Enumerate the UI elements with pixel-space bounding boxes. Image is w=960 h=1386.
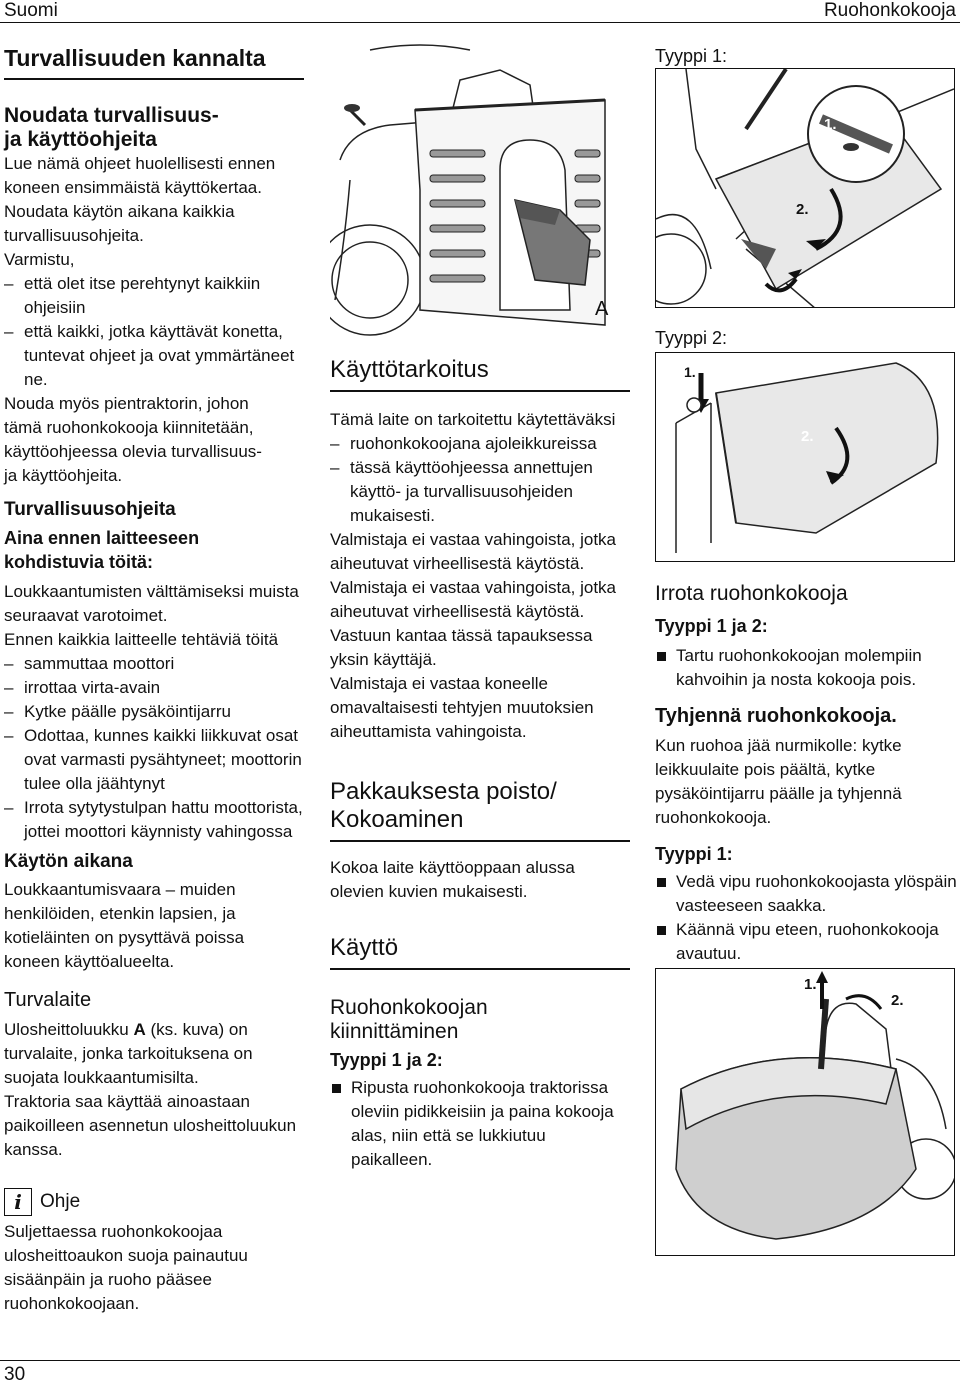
bullet-square-icon bbox=[657, 878, 666, 887]
fig2-title-wrap bbox=[655, 326, 957, 350]
sec3-para: Loukkaantumisvaara – muiden henkilöiden, etenkin lapsien, ja kotieläinten on pysyttävä poissa koneen käyttöalueelta. bbox=[4, 880, 245, 971]
sec1-para4-line3: käyttöohjeessa olevia turvallisuus- bbox=[4, 442, 262, 461]
list-item bbox=[330, 1076, 630, 1172]
use-rule bbox=[330, 968, 630, 970]
bullet-square-icon bbox=[657, 926, 666, 935]
discharge-guard-illustration bbox=[330, 40, 628, 340]
purpose-para1: Tämä laite on tarkoitettu käytettäväksi bbox=[330, 410, 616, 429]
list-item: – että kaikki, jotka käyttävät konetta, tuntevat ohjeet ja ovat ymmärtäneet ne. bbox=[4, 320, 304, 392]
list-item: – ruohonkokoojana ajoleikkureissa bbox=[330, 432, 630, 456]
note-para: Suljettaessa ruohonkokoojaa ulosheittoaukon suoja painautuu sisäänpäin ja ruoho pääsee ruohonkokoojaan. bbox=[4, 1222, 248, 1313]
list-item-text: Ripusta ruohonkokooja traktorissa oleviin pidikkeisiin ja paina kokooja alas, niin että se lukkiutuu paikalleen. bbox=[351, 1078, 614, 1169]
purpose-para3: Vastuun kantaa tässä tapauksessa yksin käyttäjä. bbox=[330, 626, 593, 669]
purpose-para2: Valmistaja ei vastaa vahingoista, jotka aiheutuvat virheellisestä käytöstä. Valmistaja ei vastaa vahingoista, jotka aiheutuvat virheellisestä käytöstä. bbox=[330, 530, 617, 621]
fig2-title: Tyyppi 2: bbox=[655, 328, 728, 348]
figure-empty-collector bbox=[655, 968, 955, 1256]
figure-type2-remove bbox=[655, 352, 955, 562]
fig3-step1: 1. bbox=[804, 976, 817, 993]
bullet-square-icon bbox=[657, 652, 666, 661]
list-item: – tässä käyttöohjeessa annettujen käyttö- ja turvallisuusohjeiden mukaisesti. bbox=[330, 456, 630, 528]
sec1-head-line2: ja käyttöohjeita bbox=[4, 128, 157, 151]
assembly-rule bbox=[330, 840, 630, 842]
page-number: 30 bbox=[4, 1364, 26, 1385]
title-rule bbox=[4, 78, 304, 80]
list-item: – sammuttaa moottori bbox=[4, 652, 304, 676]
list-item: – että olet itse perehtynyt kaikkiin ohjeisiin bbox=[4, 272, 304, 320]
column-right-text bbox=[655, 580, 957, 966]
list-item-text: Odottaa, kunnes kaikki liikkuvat osat ovat varmasti pysähtyneet; moottorin tulee olla jäähtynyt bbox=[24, 726, 302, 793]
sec1-para4-line4: ja käyttöohjeita. bbox=[4, 466, 123, 485]
list-item-text: Vedä vipu ruohonkokoojasta ylöspäin vasteeseen saakka. bbox=[676, 872, 957, 915]
column-left bbox=[4, 44, 304, 1316]
sec1-para4-line1: Nouda myös pientraktorin, johon bbox=[4, 394, 249, 413]
sec-assembly-heading-line2: Kokoaminen bbox=[330, 806, 464, 833]
figure-type1-remove bbox=[655, 68, 955, 308]
fig3-step2: 2. bbox=[891, 992, 904, 1009]
sec4-para1-a: Ulosheittoluukku bbox=[4, 1020, 134, 1039]
header-product: Ruohonkokooja bbox=[823, 0, 956, 21]
list-item-text: Kytke päälle pysäköintijarru bbox=[24, 702, 231, 721]
sec-empty-heading: Tyhjennä ruohonkokooja. bbox=[655, 705, 897, 727]
list-item-text: tässä käyttöohjeessa annettujen käyttö- ja turvallisuusohjeiden mukaisesti. bbox=[350, 458, 593, 525]
column-right bbox=[655, 44, 957, 68]
sec1-para4-line2: tämä ruohonkokooja kiinnitetään, bbox=[4, 418, 254, 437]
purpose-rule bbox=[330, 390, 630, 392]
sec1-para2: Noudata käytön aikana kaikkia turvallisuusohjeita. bbox=[4, 202, 235, 245]
header-rule bbox=[0, 22, 960, 23]
sec3-heading: Käytön aikana bbox=[4, 851, 133, 872]
type1-illustration bbox=[656, 69, 954, 307]
remove-subheading: Tyyppi 1 ja 2: bbox=[655, 616, 768, 636]
sec2-para1: Loukkaantumisten välttämiseksi muista seuraavat varotoimet. bbox=[4, 582, 299, 625]
page-title: Turvallisuuden kannalta bbox=[4, 45, 266, 71]
sec4-para2: Traktoria saa käyttää ainoastaan paikoilleen asennetun ulosheittoluukun kanssa. bbox=[4, 1092, 297, 1159]
list-item-text: että olet itse perehtynyt kaikkiin ohjeisiin bbox=[24, 274, 261, 317]
note-heading-text: Ohje bbox=[40, 1191, 81, 1212]
empty-para: Kun ruohoa jää nurmikolle: kytke leikkuulaite pois päältä, kytke pysäköintijarru päälle ja tyhjennä ruohonkokooja. bbox=[655, 736, 902, 827]
list-item-text: sammuttaa moottori bbox=[24, 654, 175, 673]
sec2-subhead-line2: kohdistuvia töitä: bbox=[4, 552, 154, 572]
sec4-para1-b: A bbox=[133, 1020, 146, 1039]
list-item-text: ruohonkokoojana ajoleikkureissa bbox=[350, 434, 597, 453]
sec-attach-heading-line2: kiinnittäminen bbox=[330, 1020, 459, 1043]
sec4-para1-c: (ks. kuva) on turvalaite, jonka tarkoituksena on suojata loukkaantumisilta. bbox=[4, 1020, 253, 1087]
attach-subheading: Tyyppi 1 ja 2: bbox=[330, 1050, 443, 1070]
figure-label-a: A bbox=[595, 298, 609, 320]
fig1-step1: 1. bbox=[824, 116, 837, 133]
list-item: – Kytke päälle pysäköintijarru bbox=[4, 700, 304, 724]
sec-remove-heading: Irrota ruohonkokooja bbox=[655, 582, 848, 605]
list-item: – irrottaa virta-avain bbox=[4, 676, 304, 700]
list-item-text: Tartu ruohonkokoojan molempiin kahvoihin ja nosta kokooja pois. bbox=[676, 646, 922, 689]
info-icon: i bbox=[4, 1188, 32, 1216]
assembly-para: Kokoa laite käyttöoppaan alussa olevien kuvien mukaisesti. bbox=[330, 858, 575, 901]
sec-use-heading: Käyttö bbox=[330, 934, 399, 961]
empty-collector-illustration bbox=[656, 969, 954, 1255]
page-header bbox=[0, 0, 960, 24]
sec-attach-heading-line1: Ruohonkokoojan bbox=[330, 996, 488, 1019]
fig2-step1: 1. bbox=[684, 364, 696, 380]
list-item bbox=[655, 918, 957, 966]
list-item: – Odottaa, kunnes kaikki liikkuvat osat ovat varmasti pysähtyneet; moottorin tulee olla jäähtynyt bbox=[4, 724, 304, 796]
sec2-heading: Turvallisuusohjeita bbox=[4, 499, 176, 520]
sec4-para1 bbox=[4, 1018, 304, 1090]
header-language: Suomi bbox=[4, 0, 58, 21]
list-item-text: että kaikki, jotka käyttävät konetta, tuntevat ohjeet ja ovat ymmärtäneet ne. bbox=[24, 322, 295, 389]
list-item bbox=[655, 644, 957, 692]
column-middle bbox=[330, 356, 630, 1172]
figure-discharge-guard bbox=[330, 40, 628, 340]
list-item-text: Irrota sytytystulpan hattu moottorista, jottei moottori käynnisty vahingossa bbox=[24, 798, 303, 841]
sec-purpose-heading: Käyttötarkoitus bbox=[330, 356, 489, 383]
sec1-para3: Varmistu, bbox=[4, 250, 75, 269]
sec1-para1: Lue nämä ohjeet huolellisesti ennen koneen ensimmäistä käyttökertaa. bbox=[4, 154, 276, 197]
fig1-step2: 2. bbox=[796, 201, 809, 218]
footer-rule bbox=[0, 1360, 960, 1361]
note-heading bbox=[4, 1188, 304, 1216]
fig1-title: Tyyppi 1: bbox=[655, 46, 728, 66]
fig2-step2: 2. bbox=[801, 428, 814, 445]
list-item-text: irrottaa virta-avain bbox=[24, 678, 161, 697]
purpose-para4: Valmistaja ei vastaa koneelle omavaltaisesti tehtyjen muutoksien aiheuttamista vahingoista. bbox=[330, 674, 594, 741]
sec1-head-line1: Noudata turvallisuus- bbox=[4, 104, 219, 127]
type2-illustration bbox=[656, 353, 954, 561]
list-item bbox=[655, 870, 957, 918]
bullet-square-icon bbox=[332, 1084, 341, 1093]
sec2-subhead-line1: Aina ennen laitteeseen bbox=[4, 528, 200, 548]
sec4-heading: Turvalaite bbox=[4, 989, 92, 1011]
list-item: – Irrota sytytystulpan hattu moottorista, jottei moottori käynnisty vahingossa bbox=[4, 796, 304, 844]
empty-subheading: Tyyppi 1: bbox=[655, 844, 733, 864]
sec2-para2: Ennen kaikkia laitteelle tehtäviä töitä bbox=[4, 630, 279, 649]
list-item-text: Käännä vipu eteen, ruohonkokooja avautuu. bbox=[676, 920, 939, 963]
sec-assembly-heading-line1: Pakkauksesta poisto/ bbox=[330, 778, 557, 805]
